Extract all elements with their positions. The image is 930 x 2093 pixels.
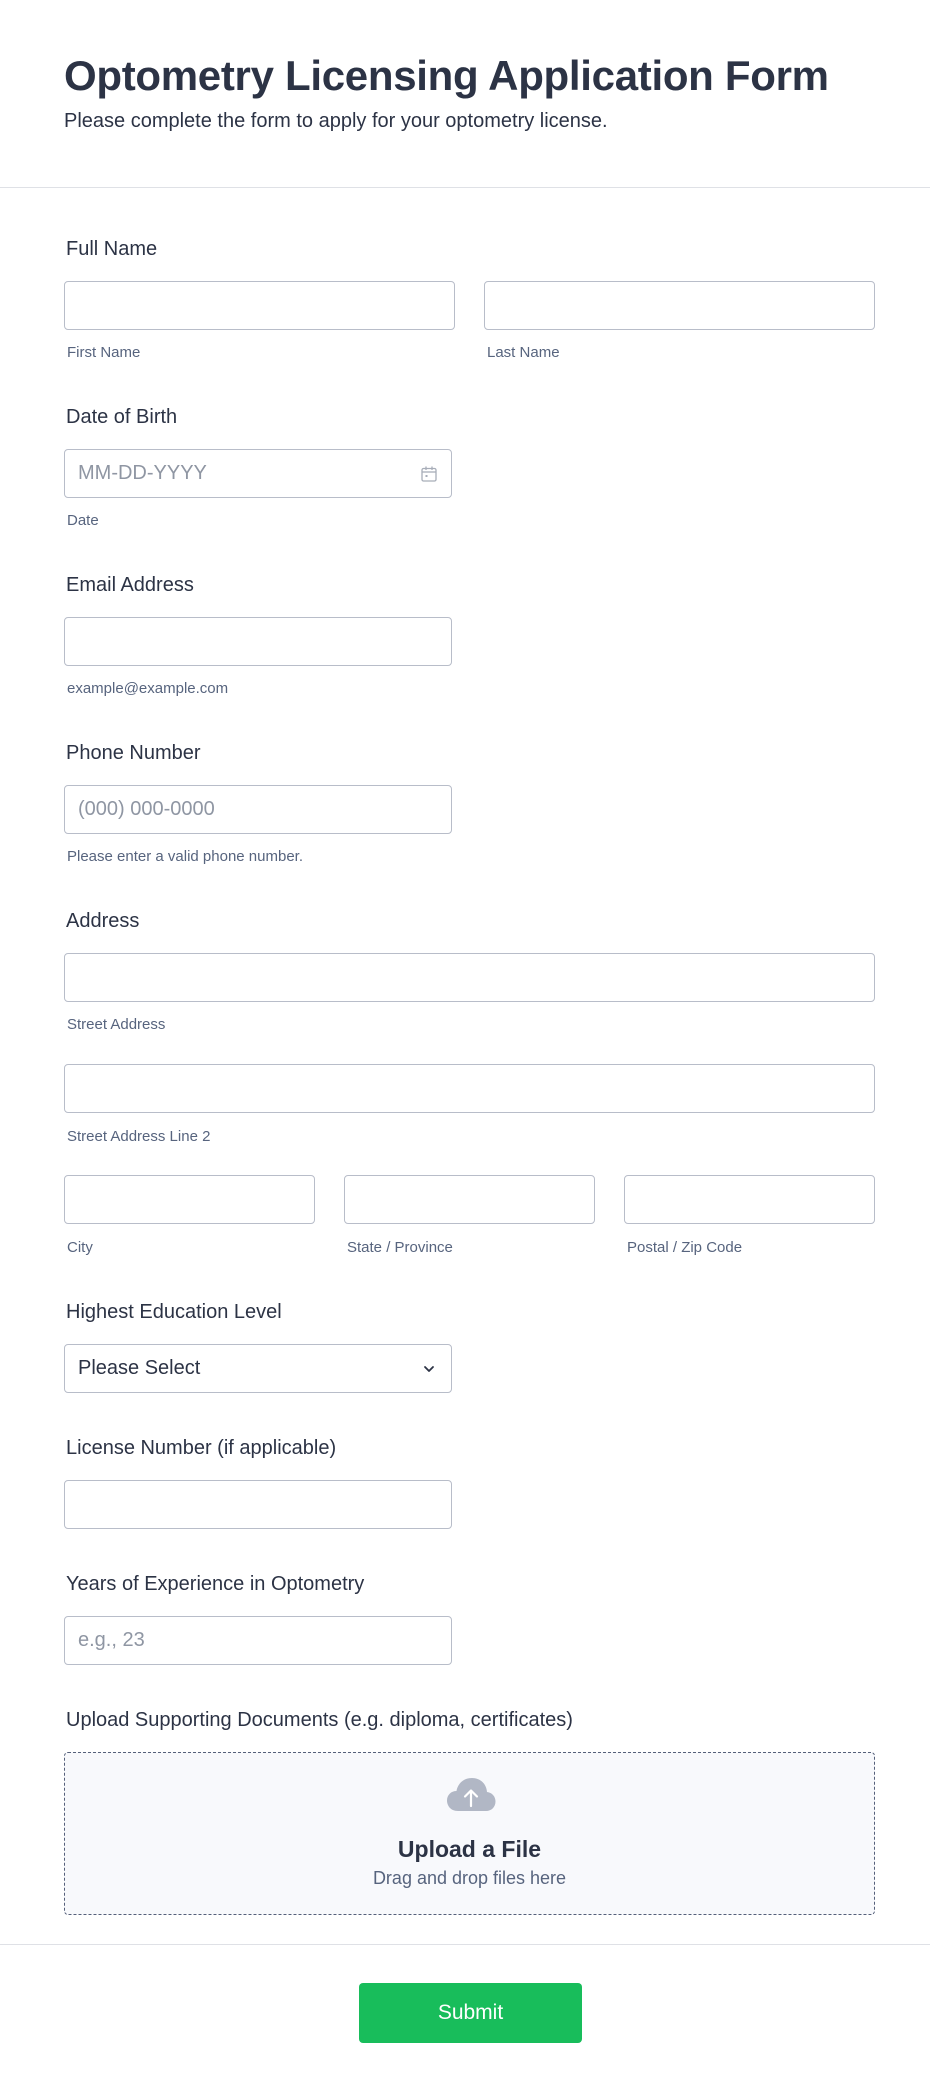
page-subtitle: Please complete the form to apply for your optometry license. [64,110,608,132]
email-input[interactable] [64,617,452,666]
last-name-input[interactable] [484,281,875,330]
city-input[interactable] [64,1175,315,1224]
phone-placeholder: (000) 000-0000 [78,798,215,820]
education-label: Highest Education Level [66,1301,282,1323]
license-number-input[interactable] [64,1480,452,1529]
state-input[interactable] [344,1175,595,1224]
education-select[interactable] [64,1344,452,1393]
address-label: Address [66,910,140,932]
page-title: Optometry Licensing Application Form [64,52,829,99]
phone-sublabel: Please enter a valid phone number. [67,848,303,865]
upload-subtitle: Drag and drop files here [372,1868,567,1888]
last-name-sublabel: Last Name [487,344,560,361]
dob-sublabel: Date [67,512,99,529]
dob-placeholder: MM-DD-YYYY [78,462,207,484]
upload-title: Upload a File [397,1836,542,1862]
cloud-upload-icon [445,1775,497,1815]
email-label: Email Address [66,574,194,596]
city-sublabel: City [67,1239,93,1256]
upload-label: Upload Supporting Documents (e.g. diploma, certificates) [66,1709,573,1731]
postal-code-input[interactable] [624,1175,875,1224]
license-label: License Number (if applicable) [66,1437,337,1459]
chevron-down-icon [420,1360,438,1378]
education-selected-value: Please Select [78,1357,201,1379]
phone-input[interactable] [64,785,452,834]
form-header [0,0,930,188]
first-name-sublabel: First Name [67,344,141,361]
calendar-icon[interactable] [420,465,438,483]
experience-placeholder: e.g., 23 [78,1629,145,1651]
experience-input[interactable] [64,1616,452,1665]
submit-button[interactable]: Submit [359,1983,582,2043]
phone-label: Phone Number [66,742,201,764]
email-sublabel: example@example.com [67,680,229,697]
dob-label: Date of Birth [66,406,178,428]
street-address-sublabel: Street Address [67,1016,166,1033]
dob-input[interactable] [64,449,452,498]
first-name-input[interactable] [64,281,455,330]
street-address-input[interactable] [64,953,875,1002]
full-name-label: Full Name [66,238,158,260]
street-address-line2-sublabel: Street Address Line 2 [67,1128,211,1145]
state-sublabel: State / Province [347,1239,453,1256]
experience-label: Years of Experience in Optometry [66,1573,365,1595]
footer-divider [0,1944,930,1945]
street-address-line2-input[interactable] [64,1064,875,1113]
file-upload-dropzone[interactable] [64,1752,875,1915]
postal-code-sublabel: Postal / Zip Code [627,1239,743,1256]
